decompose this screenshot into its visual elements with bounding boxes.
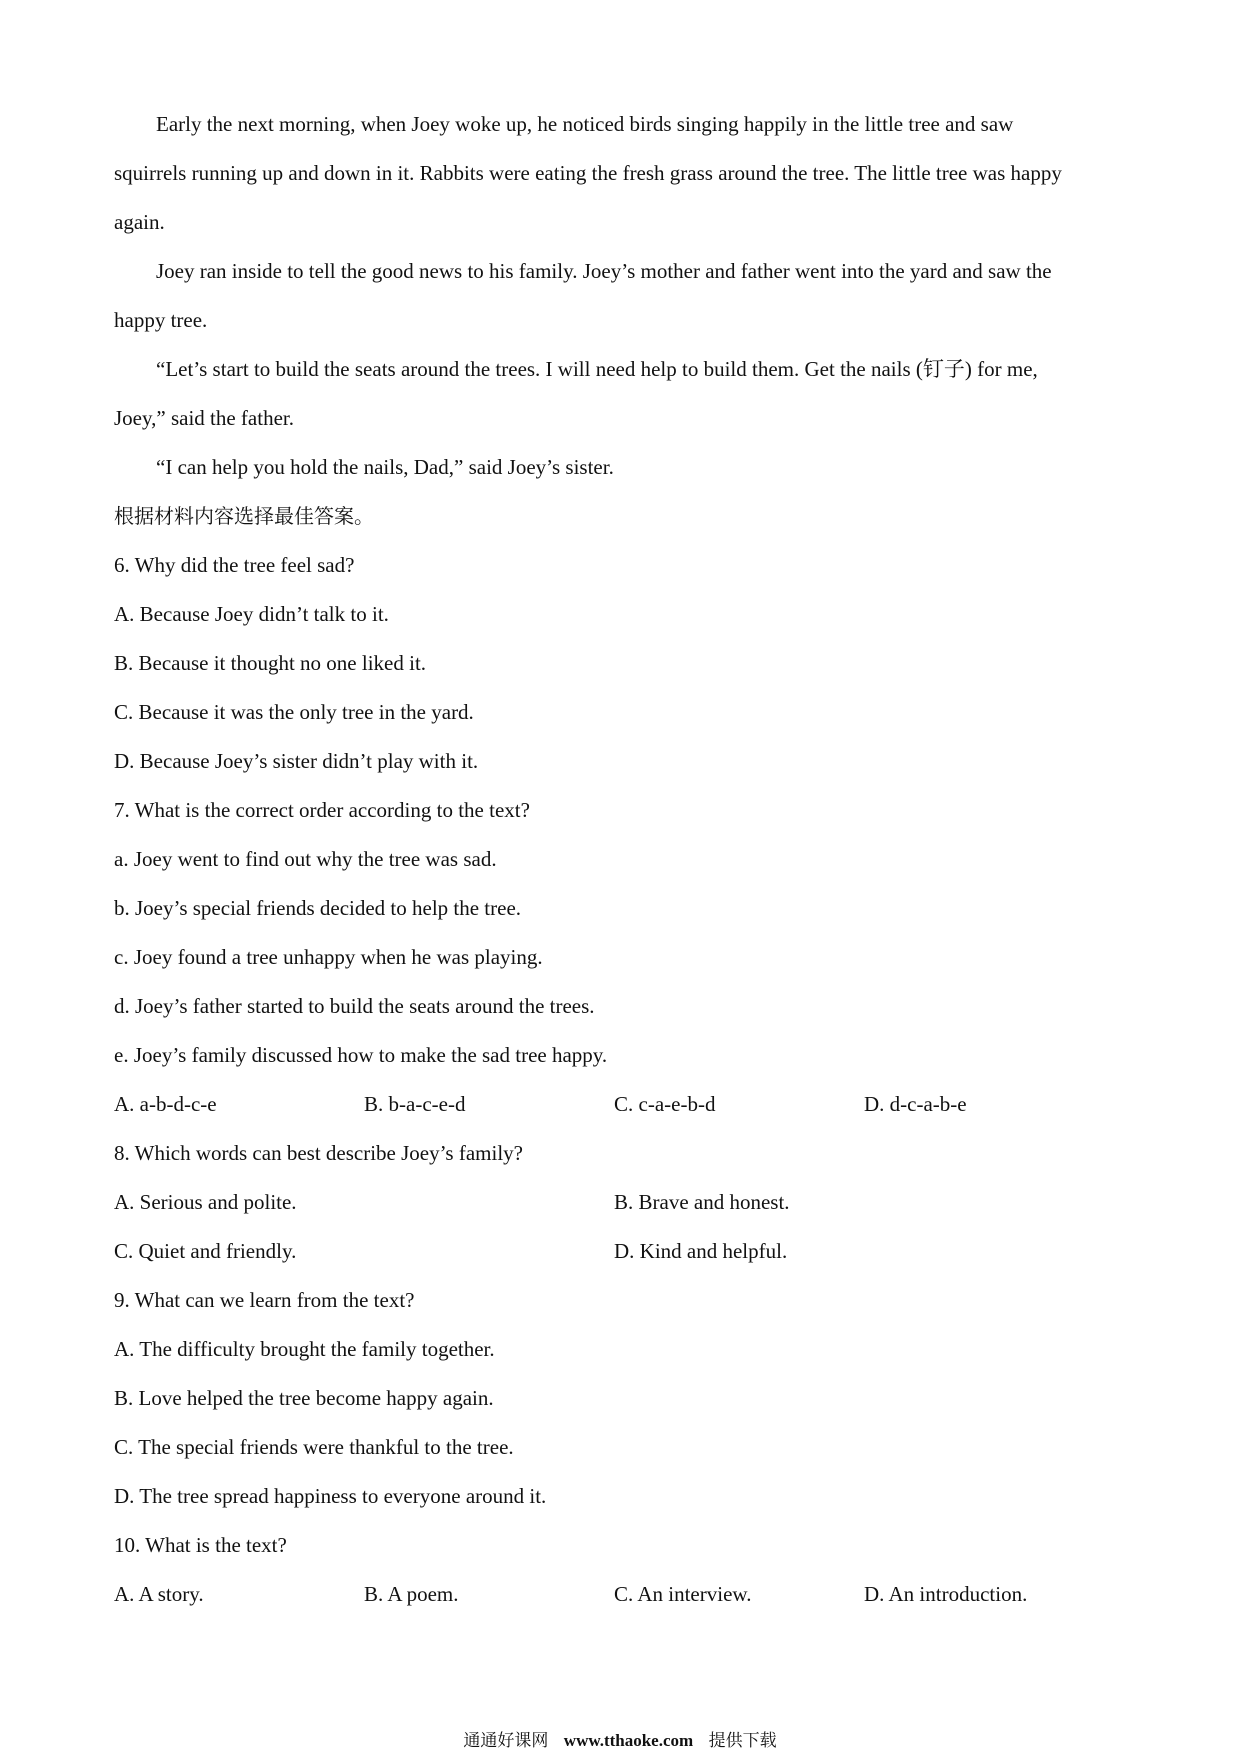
question-9 <box>114 1276 1114 1521</box>
question-stem: 6. Why did the tree feel sad? <box>114 553 355 577</box>
paragraph-line: again. <box>114 210 165 234</box>
option-a: A. The difficulty brought the family together. <box>114 1337 495 1361</box>
instruction: 根据材料内容选择最佳答案。 <box>114 504 374 528</box>
paragraph-line: Joey,” said the father. <box>114 406 294 430</box>
option-a: A. Because Joey didn’t talk to it. <box>114 602 389 626</box>
footer-note: 提供下载 <box>708 1731 777 1751</box>
question-10 <box>114 1521 1114 1619</box>
question-stem: 10. What is the text? <box>114 1533 287 1557</box>
question-stem: 8. Which words can best describe Joey’s family? <box>114 1141 523 1165</box>
options-row <box>114 1178 1114 1227</box>
option-c: C. The special friends were thankful to the tree. <box>114 1435 514 1459</box>
options-row <box>114 1080 1114 1129</box>
option-b: B. Because it thought no one liked it. <box>114 651 427 675</box>
page-footer <box>0 1726 1240 1751</box>
paragraph-line: “I can help you hold the nails, Dad,” said Joey’s sister. <box>156 455 614 479</box>
document-page <box>114 100 1114 1619</box>
paragraph-line: squirrels running up and down in it. Rabbits were eating the fresh grass around the tree. The little tree was happy <box>114 161 1062 185</box>
option-b: B. b-a-c-e-d <box>364 1092 466 1116</box>
paragraph-line: happy tree. <box>114 308 208 332</box>
option-c: C. An interview. <box>614 1582 752 1606</box>
paragraph-line: “Let’s start to build the seats around the trees. I will need help to build them. Get the nails (钉子) for me, <box>156 357 1038 381</box>
option-b: B. Love helped the tree become happy again. <box>114 1386 494 1410</box>
option-d: D. Because Joey’s sister didn’t play with it. <box>114 749 479 773</box>
option-d: D. Kind and helpful. <box>614 1239 788 1263</box>
options-row <box>114 1227 1114 1276</box>
option-d: D. An introduction. <box>864 1582 1028 1606</box>
question-stem: 7. What is the correct order according to the text? <box>114 798 530 822</box>
option-b: B. Brave and honest. <box>614 1190 790 1214</box>
option-b: B. A poem. <box>364 1582 459 1606</box>
option-a: A. Serious and polite. <box>114 1190 297 1214</box>
event-item: d. Joey’s father started to build the seats around the trees. <box>114 994 595 1018</box>
option-c: C. Quiet and friendly. <box>114 1239 297 1263</box>
option-a: A. a-b-d-c-e <box>114 1092 217 1116</box>
paragraph-line: Joey ran inside to tell the good news to his family. Joey’s mother and father went into the yard and saw the <box>156 259 1052 283</box>
question-stem: 9. What can we learn from the text? <box>114 1288 415 1312</box>
event-item: c. Joey found a tree unhappy when he was playing. <box>114 945 543 969</box>
passage <box>114 100 1114 492</box>
event-item: b. Joey’s special friends decided to help the tree. <box>114 896 522 920</box>
question-8 <box>114 1129 1114 1276</box>
option-d: D. d-c-a-b-e <box>864 1092 967 1116</box>
options-row <box>114 1570 1114 1619</box>
question-6 <box>114 541 1114 786</box>
event-item: a. Joey went to find out why the tree was sad. <box>114 847 497 871</box>
paragraph-line: Early the next morning, when Joey woke up, he noticed birds singing happily in the little tree and saw <box>156 112 1014 136</box>
event-item: e. Joey’s family discussed how to make the sad tree happy. <box>114 1043 608 1067</box>
option-a: A. A story. <box>114 1582 204 1606</box>
option-d: D. The tree spread happiness to everyone around it. <box>114 1484 547 1508</box>
option-c: C. c-a-e-b-d <box>614 1092 716 1116</box>
footer-url[interactable]: www.tthaoke.com <box>563 1731 694 1750</box>
question-7 <box>114 786 1114 1129</box>
footer-site-name: 通通好课网 <box>463 1731 549 1751</box>
option-c: C. Because it was the only tree in the yard. <box>114 700 474 724</box>
